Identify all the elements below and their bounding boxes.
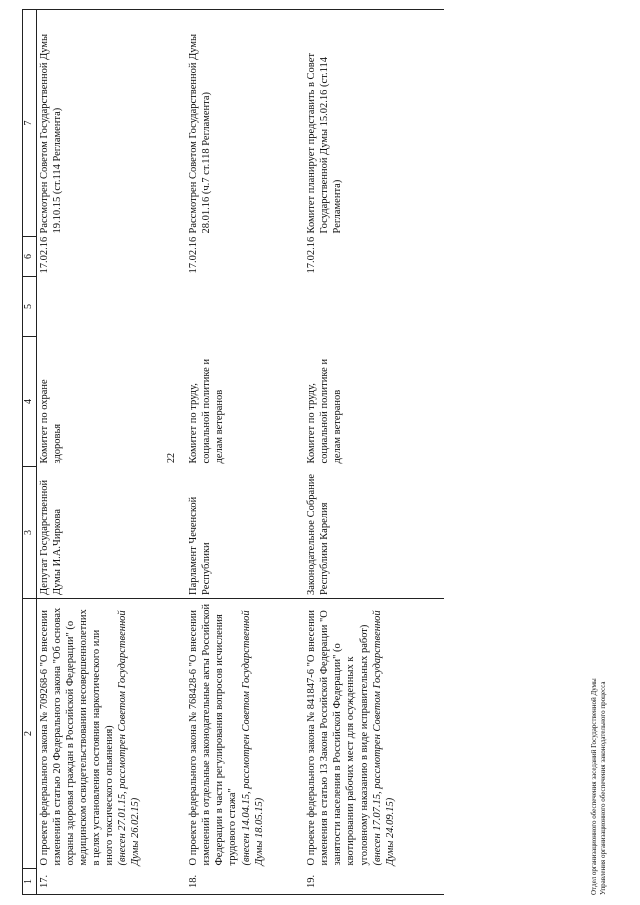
committee: Комитет по охране здоровья [38,379,63,464]
column-header-3: 3 [23,467,37,599]
row-number: 18. [186,869,304,895]
date: 17.02.16 [306,236,317,274]
column-header-4: 4 [23,337,37,467]
bill-description: О проекте федерального закона № 709268-6 "О внесении изменений в статью 20 Федерального закона "Об основах охраны здоровья граждан в Российской Федерации" (о медицинском освидетельствовании несовершеннолетних в целях установления состояния наркотического или иного токсического опьянения) [38,607,116,866]
table-header-row [23,10,37,895]
table-row [186,10,304,895]
column-5-value [186,277,304,337]
row-number: 19. [304,869,444,895]
column-header-5: 5 [23,277,37,337]
bills-table [22,9,444,895]
initiator: Депутат Государственной Думы И.А.Чиркова [38,479,63,595]
initiator: Законодательное Собрание Республики Карелия [306,473,331,595]
bill-description-cell [36,599,186,869]
bill-description: О проекте федерального закона № 841847-6 "О внесении изменения в статью 13 Закона Российской Федерации "О занятости населения в Российской Федерации" (о квотировании рабочих мест для осужденных к уголовному наказанию в виде исправительных работ) [306,610,370,866]
date: 17.02.16 [38,236,50,274]
committee: Комитет по труду, социальной политике и делам ветеранов [188,358,226,464]
row-number: 17. [36,869,186,895]
bill-note: (внесен 14.04.15, рассмотрен Советом Государственной Думы 18.05.15) [240,610,265,866]
bill-description-cell [304,599,444,869]
bill-note: (внесен 27.01.15, рассмотрен Советом Государственной Думы 26.02.15) [117,610,142,866]
bill-description: О проекте федерального закона № 768428-6 "О внесении изменений в отдельные законодательные акты Российской Федерации в части регулирования вопросов исчисления трудового стажа" [188,603,239,866]
footer [590,678,608,895]
column-header-2: 2 [23,599,37,869]
status: Рассмотрен Советом Государственной Думы 28.01.16 (ч.7 ст.118 Регламента) [186,10,304,237]
table-row [304,10,444,895]
bill-description-cell [186,599,304,869]
status: Рассмотрен Советом Государственной Думы 19.10.15 (ст.114 Регламента) [36,10,186,237]
column-header-6: 6 [23,237,37,277]
column-5-value [36,277,186,337]
footer-line-1: Отдел организационного обеспечения заседаний Государственной Думы [590,678,598,895]
column-5-value [304,277,444,337]
date: 17.02.16 [188,236,199,274]
footer-line-2: Управления организационного обеспечения законодательного процесса [598,681,607,895]
status: Комитет планирует представить в Совет Государственной Думы 15.02.16 (ст.114 Регламента) [304,10,444,237]
initiator: Парламент Чеченской Республики [188,496,213,595]
page-number: 22 [166,453,177,463]
bill-note: (внесен 17.07.15, рассмотрен Советом Государственной Думы 24.09.15) [371,610,396,866]
column-header-1: 1 [23,869,37,895]
committee: Комитет по труду, социальной политике и делам ветеранов [306,358,344,464]
table-row [36,10,186,895]
column-header-7: 7 [23,10,37,237]
